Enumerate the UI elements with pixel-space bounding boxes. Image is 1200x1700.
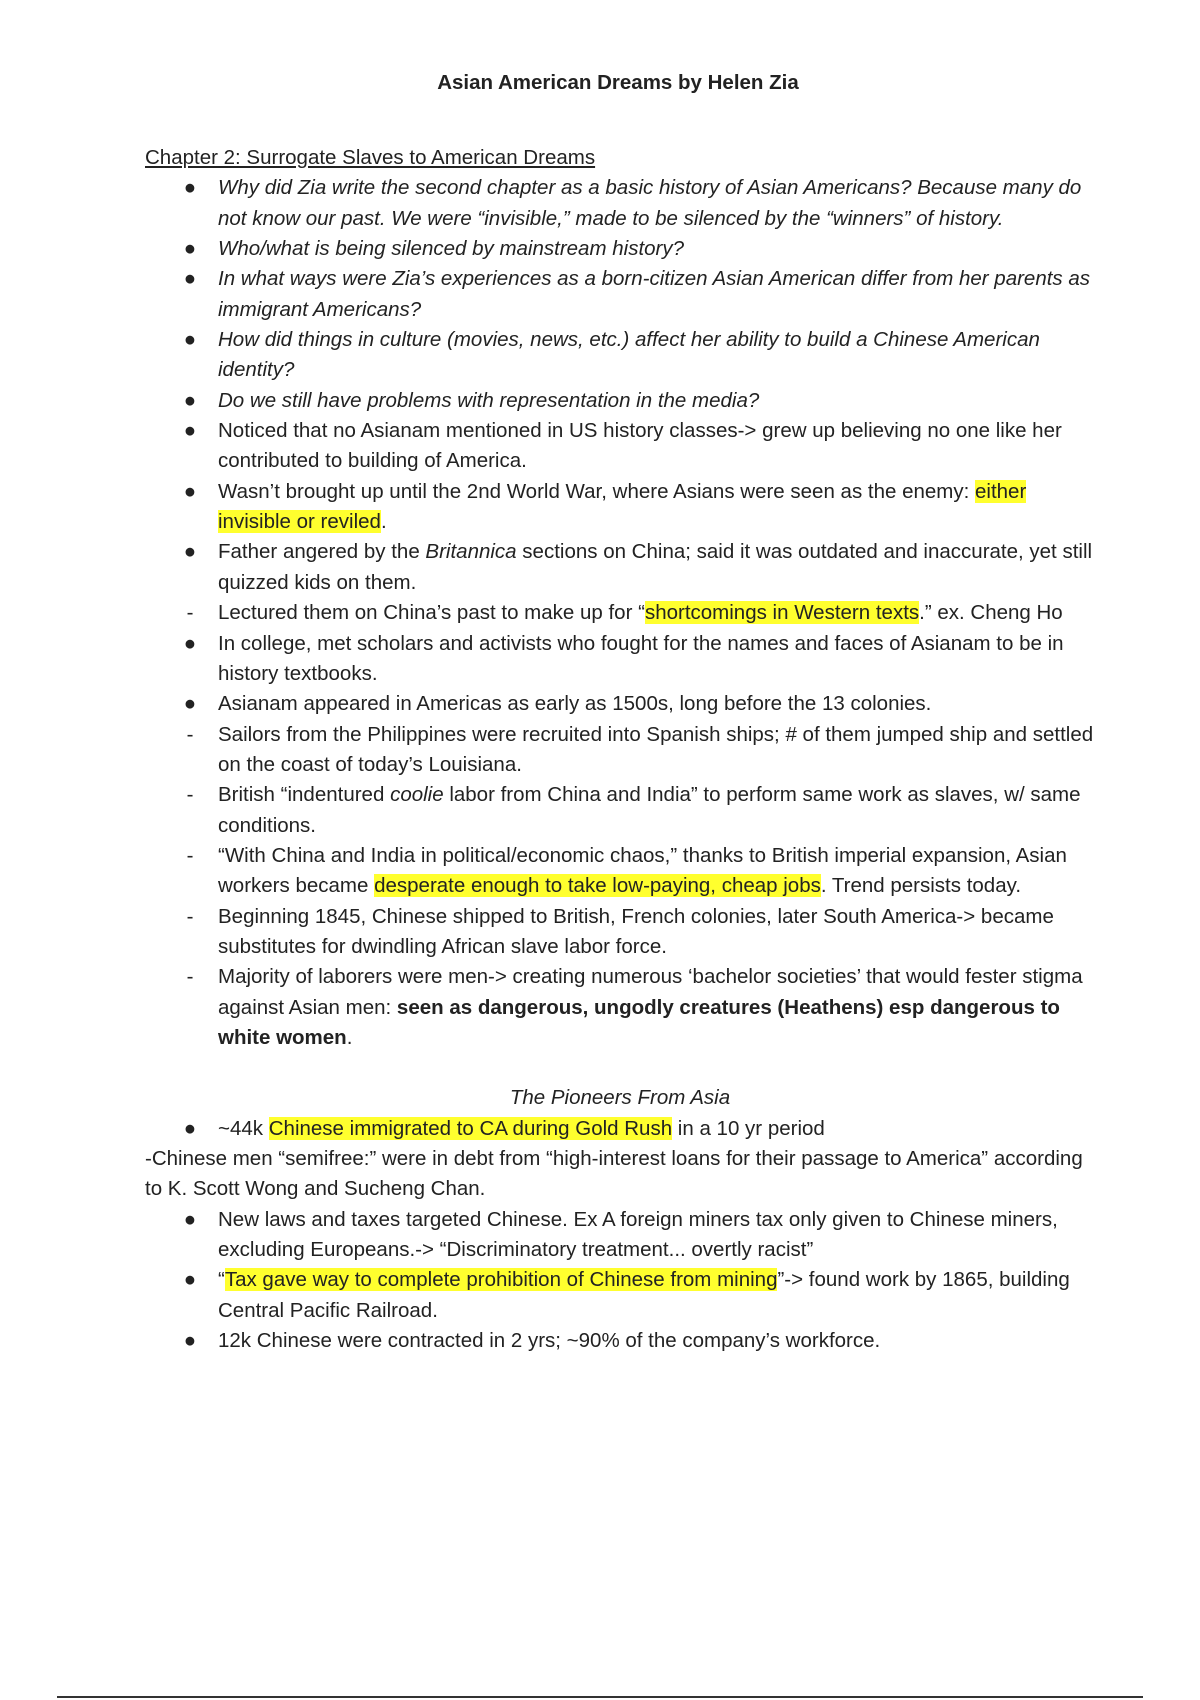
- note-text: In college, met scholars and activists who fought for the names and faces of Asianam to be in history textbooks.: [218, 631, 1064, 685]
- bullet-marker: ●: [183, 692, 197, 716]
- question-text: In what ways were Zia’s experiences as a born-citizen Asian American differ from her parents as immigrant Americans?: [218, 267, 1091, 321]
- note-text: British “indentured: [218, 783, 391, 807]
- note-text: Lectured them on China’s past to make up for “: [218, 601, 645, 625]
- note-text: 12k Chinese were contracted in 2 yrs; ~90% of the company’s workforce.: [218, 1329, 881, 1353]
- bullet-marker: ●: [183, 237, 197, 261]
- list-item: [145, 325, 1095, 386]
- mining-list: [145, 1205, 1095, 1357]
- bullet-marker: ●: [183, 1116, 197, 1140]
- note-text: .: [380, 510, 387, 534]
- list-item: [145, 902, 1095, 963]
- dash-marker: -: [186, 904, 194, 928]
- list-item: [145, 689, 1095, 719]
- bullet-marker: ●: [183, 1268, 197, 1292]
- bullet-marker: ●: [183, 631, 197, 655]
- list-item: [145, 1326, 1095, 1356]
- note-text: labor from China and India” to perform same work as slaves, w/ same conditions.: [218, 783, 1081, 837]
- note-text: . Trend persists today.: [820, 874, 1022, 898]
- highlighted-text: Chinese immigrated to CA during Gold Rush: [268, 1116, 673, 1140]
- note-text: sections on China; said it was outdated and inaccurate, yet still quizzed kids on them.: [218, 540, 1093, 594]
- chapter-heading: Chapter 2: Surrogate Slaves to American Dreams: [145, 146, 596, 169]
- list-item: [145, 962, 1095, 1053]
- bold-text: seen as dangerous, ungodly creatures (Heathens) esp dangerous to white women: [218, 995, 1060, 1049]
- note-text: .: [346, 1025, 353, 1049]
- page-bottom-rule: [57, 1696, 1143, 1698]
- note-text: ~44k: [218, 1116, 269, 1140]
- list-item: [145, 780, 1095, 841]
- highlighted-text: either invisible or reviled: [218, 479, 1027, 534]
- bullet-marker: ●: [183, 419, 197, 443]
- bullet-marker: ●: [183, 1207, 197, 1231]
- dash-marker: -: [186, 601, 194, 625]
- highlighted-text: Tax gave way to complete prohibition of Chinese from mining: [224, 1268, 778, 1292]
- question-text: Why did Zia write the second chapter as a basic history of Asian Americans? Because many do not know our past. We were “invisible,” made to be silenced by the “winners” of history.: [218, 176, 1082, 230]
- list-item: [145, 537, 1095, 598]
- highlighted-text: shortcomings in Western texts: [644, 601, 920, 625]
- list-item: [145, 1114, 1095, 1144]
- note-text: in a 10 yr period: [672, 1116, 825, 1140]
- dash-marker: -: [186, 843, 194, 867]
- note-text: “: [218, 1268, 225, 1292]
- section-heading: The Pioneers From Asia: [509, 1086, 731, 1110]
- highlighted-text: desperate enough to take low-paying, cheap jobs: [374, 874, 821, 898]
- note-text: New laws and taxes targeted Chinese. Ex A foreign miners tax only given to Chinese miners, excluding Europeans.-> “Discriminatory treatment... overtly racist”: [218, 1207, 1058, 1262]
- note-text: “With China and India in political/economic chaos,” thanks to British imperial expansion, Asian workers became: [218, 843, 1067, 898]
- bullet-marker: ●: [183, 540, 197, 564]
- list-item: [145, 1205, 1095, 1266]
- dash-marker: -: [186, 722, 194, 746]
- list-item: [145, 234, 1095, 264]
- italic-text: Britannica: [425, 540, 517, 564]
- question-text: How did things in culture (movies, news, etc.) affect her ability to build a Chinese American identity?: [218, 328, 1040, 382]
- italic-text: coolie: [390, 783, 444, 807]
- note-text: Wasn’t brought up until the 2nd World War, where Asians were seen as the enemy:: [218, 479, 975, 503]
- document-body: [145, 143, 1095, 1356]
- question-text: Do we still have problems with representation in the media?: [218, 388, 760, 412]
- pioneers-list: [145, 1114, 1095, 1144]
- bullet-marker: ●: [183, 388, 197, 412]
- bullet-marker: ●: [183, 479, 197, 503]
- document-title: Asian American Dreams by Helen Zia: [437, 71, 799, 94]
- list-item: [145, 841, 1095, 902]
- list-item: [145, 477, 1095, 538]
- note-text: Noticed that no Asianam mentioned in US history classes-> grew up believing no one like her contributed to building of America.: [218, 419, 1062, 473]
- list-item: [145, 173, 1095, 234]
- chapter-notes-list: [145, 173, 1095, 1053]
- question-text: Who/what is being silenced by mainstream history?: [218, 237, 685, 261]
- list-item: [145, 720, 1095, 781]
- paragraph-text: -Chinese men “semifree:” were in debt from “high-interest loans for their passage to America” according to K. Scott Wong and Sucheng Chan.: [145, 1147, 1083, 1201]
- list-item: [145, 264, 1095, 325]
- bullet-marker: ●: [183, 176, 197, 200]
- dash-marker: -: [186, 965, 194, 989]
- note-text: Majority of laborers were men-> creating numerous ‘bachelor societies’ that would fester stigma against Asian men:: [218, 965, 1083, 1019]
- bullet-marker: ●: [183, 267, 197, 291]
- note-text: ”-> found work by 1865, building Central Pacific Railroad.: [218, 1268, 1070, 1322]
- bullet-marker: ●: [183, 328, 197, 352]
- list-item: [145, 629, 1095, 690]
- list-item: [145, 416, 1095, 477]
- note-text: Asianam appeared in Americas as early as 1500s, long before the 13 colonies.: [218, 692, 932, 716]
- list-item: [145, 1265, 1095, 1326]
- dash-marker: -: [186, 783, 194, 807]
- note-text: Beginning 1845, Chinese shipped to British, French colonies, later South America-> became substitutes for dwindling African slave labor force.: [218, 904, 1054, 958]
- note-text: Father angered by the: [218, 540, 426, 564]
- list-item: [145, 598, 1095, 628]
- bullet-marker: ●: [183, 1329, 197, 1353]
- note-text: Sailors from the Philippines were recruited into Spanish ships; # of them jumped ship and settled on the coast of today’s Louisiana.: [218, 722, 1094, 776]
- list-item: [145, 386, 1095, 416]
- note-text: .” ex. Cheng Ho: [919, 601, 1063, 625]
